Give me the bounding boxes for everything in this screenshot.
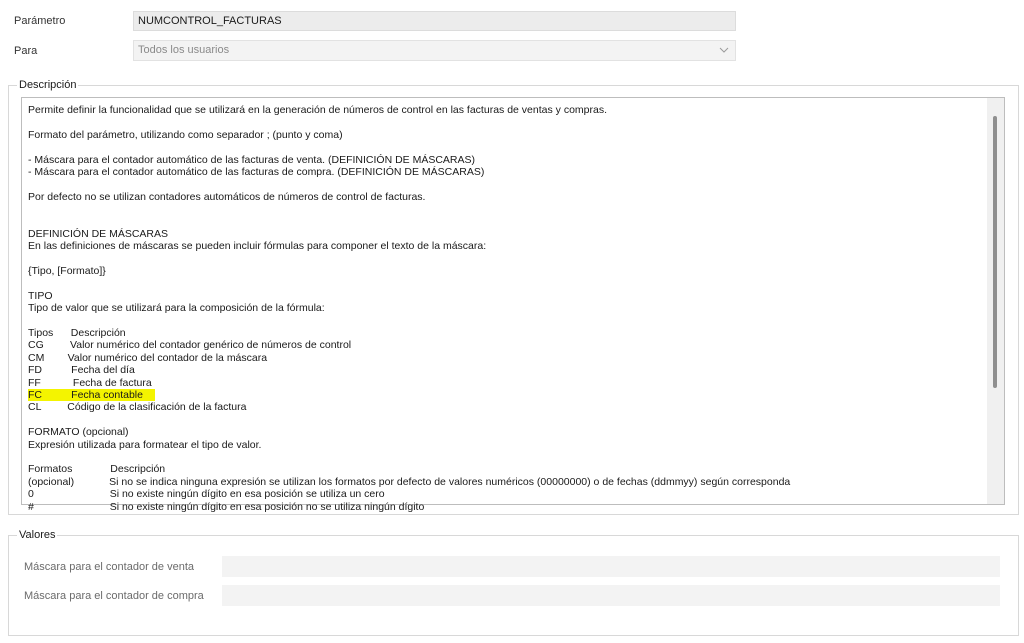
- scrollbar-thumb[interactable]: [993, 116, 997, 388]
- descripcion-line: (opcional) Si no se indica ninguna expresión se utilizan los formatos por defecto de valores numéricos (00000000) o de fechas (ddmmyy) según corresponda: [28, 475, 791, 488]
- descripcion-scrollbar[interactable]: [987, 98, 1004, 504]
- venta-label: Máscara para el contador de venta: [24, 561, 194, 573]
- descripcion-line: [28, 451, 988, 463]
- descripcion-line: FF Fecha de factura: [28, 376, 152, 389]
- descripcion-line: Tipo de valor que se utilizará para la composición de la fórmula:: [28, 302, 325, 315]
- descripcion-title: Descripción: [19, 79, 77, 91]
- para-selected-value: Todos los usuarios: [138, 44, 230, 56]
- descripcion-line: 0 Si no existe ningún dígito en esa posición se utiliza un cero: [28, 488, 385, 501]
- descripcion-line: CG Valor numérico del contador genérico de números de control: [28, 339, 352, 352]
- descripcion-line: CM Valor numérico del contador de la máscara: [28, 351, 268, 364]
- descripcion-line: - Máscara para el contador automático de las facturas de compra. (DEFINICIÓN DE MÁSCARAS): [28, 165, 485, 178]
- descripcion-textarea[interactable]: [21, 97, 1005, 513]
- para-dropdown[interactable]: [133, 40, 736, 61]
- descripcion-line: Permite definir la funcionalidad que se utilizará en la generación de números de control en las facturas de ventas y compras.: [28, 104, 607, 116]
- descripcion-line: FD Fecha del día: [28, 364, 135, 377]
- descripcion-line: {Tipo, [Formato]}: [28, 265, 106, 278]
- descripcion-line: FORMATO (opcional): [28, 426, 129, 439]
- descripcion-line: [28, 277, 988, 289]
- descripcion-line: [28, 253, 988, 265]
- descripcion-line: [28, 141, 988, 153]
- descripcion-line: DEFINICIÓN DE MÁSCARAS: [28, 227, 169, 240]
- descripcion-line: [28, 178, 988, 190]
- descripcion-line: - Máscara para el contador automático de las facturas de venta. (DEFINICIÓN DE MÁSCARAS): [28, 153, 476, 166]
- parametro-label: Parámetro: [14, 15, 66, 27]
- descripcion-line: [28, 216, 988, 228]
- descripcion-line: [28, 414, 988, 426]
- descripcion-line: CL Código de la clasificación de la factura: [28, 401, 247, 414]
- descripcion-line: Formatos Descripción: [28, 463, 166, 476]
- descripcion-line: Expresión utilizada para formatear el tipo de valor.: [28, 438, 262, 451]
- descripcion-line: [28, 116, 988, 128]
- descripcion-line: TIPO: [28, 289, 53, 302]
- descripcion-text: [28, 104, 988, 513]
- descripcion-line: Formato del parámetro, utilizando como separador ; (punto y coma): [28, 128, 343, 141]
- descripcion-line: [28, 203, 988, 215]
- chevron-down-icon[interactable]: [719, 45, 729, 55]
- compra-label: Máscara para el contador de compra: [24, 590, 204, 602]
- descripcion-line: Tipos Descripción: [28, 327, 126, 340]
- venta-mask-input[interactable]: [222, 556, 1000, 577]
- descripcion-line: [28, 315, 988, 327]
- parametro-field[interactable]: [133, 11, 736, 31]
- valores-title: Valores: [19, 529, 56, 541]
- descripcion-line: En las definiciones de máscaras se pueden incluir fórmulas para componer el texto de la máscara:: [28, 240, 487, 253]
- compra-mask-input[interactable]: [222, 585, 1000, 606]
- descripcion-line: # Si no existe ningún dígito en esa posición no se utiliza ningún dígito: [28, 500, 425, 513]
- descripcion-line: [28, 389, 988, 401]
- parametro-value: NUMCONTROL_FACTURAS: [138, 15, 282, 27]
- para-label: Para: [14, 45, 38, 57]
- highlighted-text: FC Fecha contable: [28, 389, 155, 401]
- descripcion-line: Por defecto no se utilizan contadores automáticos de números de control de facturas.: [28, 190, 426, 203]
